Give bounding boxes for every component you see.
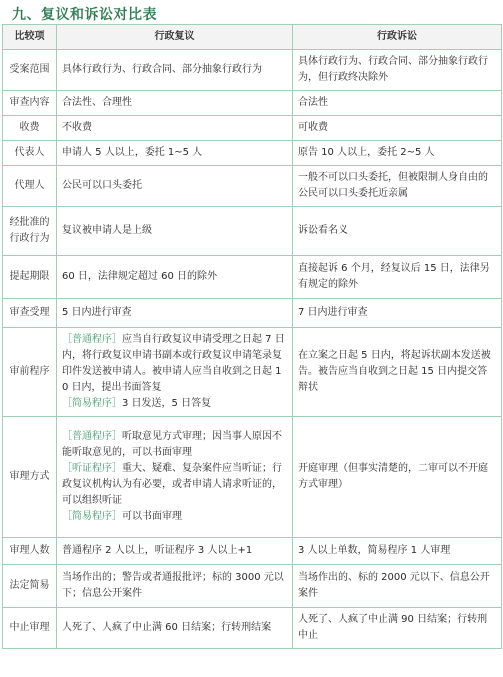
- procedure-tag: ［简易程序］: [62, 398, 122, 409]
- table-row: [3, 417, 502, 538]
- litigation-cell: 直接起诉 6 个月，经复议后 15 日，法律另有规定的除外: [293, 256, 502, 299]
- review-cell: 复议被申请人是上级: [57, 207, 293, 256]
- litigation-cell: 3 人以上单数，简易程序 1 人审理: [293, 538, 502, 565]
- row-item: 审前程序: [3, 328, 57, 417]
- procedure-text: 3 日发送，5 日答复: [122, 398, 212, 409]
- row-item: 审查受理: [3, 299, 57, 328]
- procedure-tag: ［听证程序］: [62, 463, 122, 474]
- review-cell: 具体行政行为、行政合同、部分抽象行政行为: [57, 50, 293, 91]
- comparison-table: [2, 24, 502, 649]
- review-cell: 申请人 5 人以上，委托 1~5 人: [57, 141, 293, 166]
- header-item: 比较项: [3, 25, 57, 50]
- litigation-cell: 诉讼看名义: [293, 207, 502, 256]
- litigation-cell: 7 日内进行审查: [293, 299, 502, 328]
- row-item: 法定简易: [3, 565, 57, 608]
- table-row: [3, 256, 502, 299]
- review-cell: [57, 328, 293, 417]
- table-row: [3, 207, 502, 256]
- procedure-tag: ［普通程序］: [62, 334, 122, 345]
- table-row: [3, 608, 502, 649]
- row-item: 提起期限: [3, 256, 57, 299]
- header-review: 行政复议: [57, 25, 293, 50]
- row-item: 代理人: [3, 166, 57, 207]
- procedure-text: 可以书面审理: [122, 511, 182, 522]
- table-header-row: [3, 25, 502, 50]
- procedure-text: 听取意见方式审理；因当事人原因不能听取意见的，可以书面审理: [62, 431, 282, 458]
- table-row: [3, 538, 502, 565]
- row-item: 收费: [3, 116, 57, 141]
- table-row: [3, 116, 502, 141]
- litigation-cell: 人死了、人疯了中止满 90 日结案；行转刑中止: [293, 608, 502, 649]
- table-row: [3, 299, 502, 328]
- row-item: 受案范围: [3, 50, 57, 91]
- row-item: 审理人数: [3, 538, 57, 565]
- review-cell: 不收费: [57, 116, 293, 141]
- row-item: 经批准的行政行为: [3, 207, 57, 256]
- review-cell: 合法性、合理性: [57, 91, 293, 116]
- review-cell: 当场作出的；警告或者通报批评；标的 3000 元以下；信息公开案件: [57, 565, 293, 608]
- procedure-text: 重大、疑难、复杂案件应当听证；行政复议机构认为有必要，或者申请人请求听证的，可以组织听证: [62, 463, 282, 506]
- litigation-cell: 具体行政行为、行政合同、部分抽象行政行为，但行政终决除外: [293, 50, 502, 91]
- row-item: 审查内容: [3, 91, 57, 116]
- procedure-tag: ［普通程序］: [62, 431, 122, 442]
- table-row: [3, 328, 502, 417]
- table-row: [3, 166, 502, 207]
- litigation-cell: 合法性: [293, 91, 502, 116]
- table-row: [3, 141, 502, 166]
- header-litigation: 行政诉讼: [293, 25, 502, 50]
- review-cell: 普通程序 2 人以上，听证程序 3 人以上+1: [57, 538, 293, 565]
- row-item: 中止审理: [3, 608, 57, 649]
- page-title: 九、复议和诉讼对比表: [12, 7, 157, 23]
- table-row: [3, 50, 502, 91]
- review-cell: 人死了、人疯了中止满 60 日结案；行转刑结案: [57, 608, 293, 649]
- row-item: 代表人: [3, 141, 57, 166]
- review-cell: 公民可以口头委托: [57, 166, 293, 207]
- procedure-text: 应当自行政复议申请受理之日起 7 日内，将行政复议申请书副本或行政复议申请笔录复印件发送被申请人。被申请人应当自收到之日起 10 日内，提出书面答复: [62, 334, 285, 393]
- litigation-cell: 可收费: [293, 116, 502, 141]
- review-cell: 60 日，法律规定超过 60 日的除外: [57, 256, 293, 299]
- table-row: [3, 565, 502, 608]
- litigation-cell: 在立案之日起 5 日内，将起诉状副本发送被告。被告应当自收到之日起 15 日内提交答辩状: [293, 328, 502, 417]
- review-cell: 5 日内进行审查: [57, 299, 293, 328]
- review-cell: [57, 417, 293, 538]
- litigation-cell: 一般不可以口头委托，但被限制人身自由的公民可以口头委托近亲属: [293, 166, 502, 207]
- litigation-cell: 开庭审理（但事实清楚的，二审可以不开庭方式审理）: [293, 417, 502, 538]
- row-item: 审理方式: [3, 417, 57, 538]
- procedure-tag: ［简易程序］: [62, 511, 122, 522]
- litigation-cell: 当场作出的、标的 2000 元以下、信息公开案件: [293, 565, 502, 608]
- litigation-cell: 原告 10 人以上，委托 2~5 人: [293, 141, 502, 166]
- table-row: [3, 91, 502, 116]
